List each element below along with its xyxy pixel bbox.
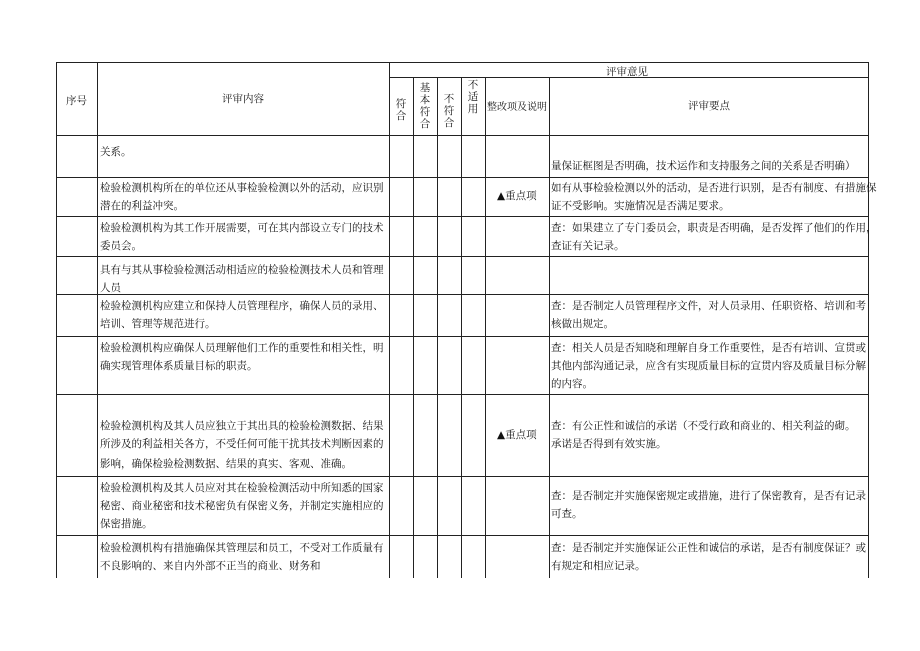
row-points-line: 如有从事检验检测以外的活动，是否进行识别，是否有制度、有措施保 [551, 182, 877, 194]
header-nonconform: 不符合 [443, 93, 455, 129]
row-points-line: 查证有关记录。 [551, 240, 625, 252]
row-content-line: 关系。 [100, 146, 132, 158]
row-content-line: 秘密、商业秘密和技术秘密负有保密义务，并制定实施相应的 [100, 500, 384, 512]
header-key-points: 评审要点 [688, 100, 730, 112]
row-points-line: 量保证框图是否明确，技术运作和支持服务之间的关系是否明确） [551, 160, 856, 172]
header-content: 评审内容 [222, 93, 264, 105]
key-item-mark: ▲重点项 [497, 190, 537, 202]
row-content-line: 委员会。 [100, 240, 142, 252]
header-opinion: 评审意见 [606, 66, 648, 78]
row-points-line: 可查。 [551, 508, 583, 520]
row-content-line: 检验检测机构应建立和保持人员管理程序，确保人员的录用、 [100, 300, 384, 312]
row-points-line: 核做出规定。 [551, 318, 614, 330]
row-content-line: 检验检测机构及其人员应对其在检验检测活动中所知悉的国家 [100, 482, 384, 494]
row-points-line: 查：是否制定并实施保证公正性和诚信的承诺，是否有制度保证？或 [551, 542, 866, 554]
row-content-line: 潜在的利益冲突。 [100, 200, 184, 212]
row-content-line: 检验检测机构应确保人员理解他们工作的重要性和相关性，明 [100, 342, 384, 354]
row-points-line: 其他内部沟通记录，应含有实现质量目标的宣贯内容及质量目标分解 [551, 360, 866, 372]
row-content-line: 具有与其从事检验检测活动相适应的检验检测技术人员和管理 [100, 264, 384, 276]
row-points-line: 查：相关人员是否知晓和理解自身工作重要性，是否有培训、宣贯或 [551, 342, 866, 354]
header-rectify: 整改项及说明 [487, 102, 547, 113]
row-points-line: 有规定和相应记录。 [551, 560, 646, 572]
row-points-line: 承诺是否得到有效实施。 [551, 438, 667, 450]
key-item-mark: ▲重点项 [497, 429, 537, 441]
header-seq: 序号 [66, 95, 87, 107]
row-content-line: 不良影响的、来自内外部不正当的商业、财务和 [100, 560, 321, 572]
row-content-line: 所涉及的利益相关各方，不受任何可能干扰其技术判断因素的 [100, 438, 384, 450]
row-points-line: 查：有公正性和诚信的承诺（不受行政和商业的、相关利益的砌。 [551, 420, 856, 432]
row-points-line: 的内容。 [551, 378, 593, 390]
row-content-line: 检验检测机构及其人员应独立于其出具的检验检测数据、结果 [100, 420, 384, 432]
row-points-line: 查：如果建立了专门委员会，职责是否明确，是否发挥了他们的作用， [551, 222, 877, 234]
row-content-line: 人员 [100, 282, 121, 293]
row-content-line: 确实现管理体系质量目标的职责。 [100, 360, 258, 372]
header-basic-conform: 基本符合 [419, 82, 431, 130]
row-content-line: 检验检测机构有措施确保其管理层和员工，不受对工作质量有 [100, 542, 384, 554]
row-points-line: 查：是否制定并实施保密规定或措施，进行了保密教育，是否有记录 [551, 490, 866, 502]
row-content-line: 培训、管理等规范进行。 [100, 318, 216, 330]
row-content-line: 检验检测机构为其工作开展需要，可在其内部设立专门的技术 [100, 222, 384, 234]
header-not-applicable: 不适用 [467, 79, 479, 115]
row-points-line: 查：是否制定人员管理程序文件，对人员录用、任职资格、培训和考 [551, 300, 866, 312]
row-content-line: 保密措施。 [100, 518, 153, 530]
row-points-line: 证不受影响。实施情况是否满足要求。 [551, 200, 730, 212]
row-content-line: 影响，确保检验检测数据、结果的真实、客观、准确。 [100, 458, 352, 470]
header-conform: 符合 [395, 98, 407, 122]
row-content-line: 检验检测机构所在的单位还从事检验检测以外的活动，应识别 [100, 182, 384, 194]
